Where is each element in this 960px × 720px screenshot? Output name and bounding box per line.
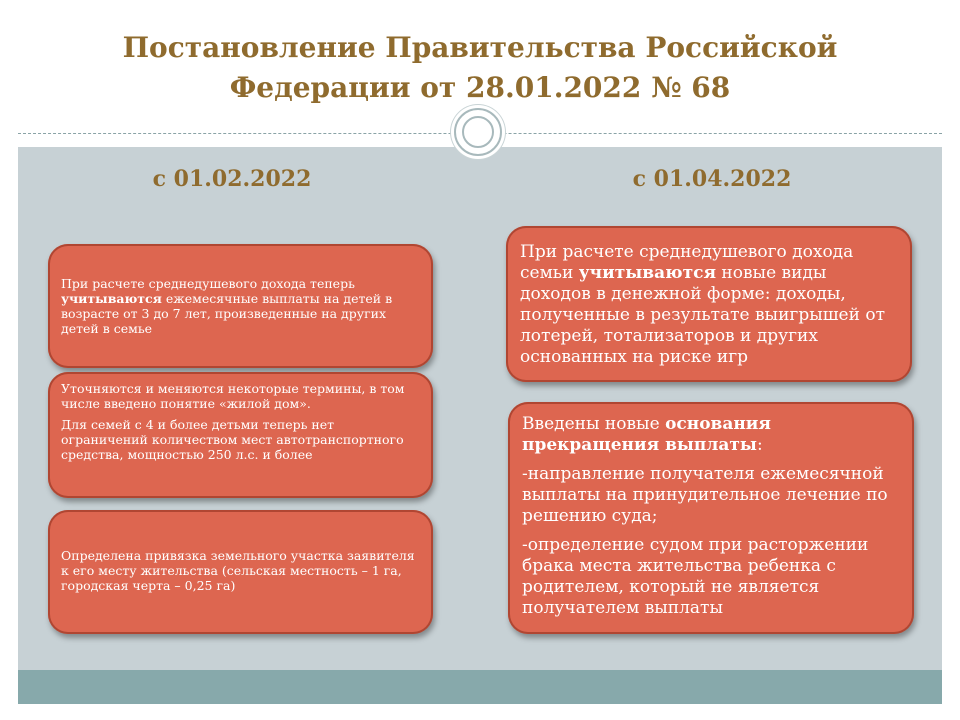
left-box-3-text: Определена привязка земельного участка заявителя к его месту жительства (сельская местность – 1 га, городская черта – 0,25 га) [61, 548, 415, 593]
right-column-heading: с 01.04.2022 [632, 166, 792, 192]
left-box-3 [48, 510, 433, 634]
left-box-2-paragraph-1: Уточняются и меняются некоторые термины, в том числе введено понятие «жилой дом». [61, 381, 405, 411]
left-box-2 [48, 372, 433, 498]
right-box-2 [508, 402, 914, 634]
circle-ornament-icon [454, 108, 502, 156]
left-box-1-text-pre: При расчете среднедушевого дохода теперь [61, 276, 355, 291]
right-box-1 [506, 226, 912, 382]
left-box-1-text-bold: учитываются [61, 291, 162, 306]
right-box-2-paragraph-2: -направление получателя ежемесячной выплаты на принудительное лечение по решению суда; [522, 464, 888, 526]
right-box-2-text-post: : [756, 435, 763, 455]
inner-ring [462, 116, 494, 148]
left-column-heading: с 01.02.2022 [152, 166, 312, 192]
right-box-1-text-pre: При расчете среднедушевого дохода семьи [520, 242, 854, 283]
left-box-1-text-post: ежемесячные выплаты на детей в возрасте от 3 до 7 лет, произведенные на других детей в семье [61, 291, 393, 336]
right-box-2-text-pre: Введены новые [522, 414, 666, 434]
left-box-2-paragraph-2: Для семей с 4 и более детьми теперь нет ограничений количеством мест автотранспортного средства, мощностью 250 л.с. и более [61, 417, 404, 462]
slide-title: Постановление Правительства Российской Федерации от 28.01.2022 № 68 [122, 31, 838, 104]
right-box-2-paragraph-3: -определение судом при расторжении брака места жительства ребенка с родителем, который не является получателем выплаты [522, 535, 869, 618]
footer-bar [18, 670, 942, 704]
left-box-1 [48, 244, 433, 368]
right-box-1-text-post: новые виды доходов в денежной форме: доходы, полученные в результате выигрышей от лотерей, тотализаторов и других основанных на риске игр [520, 263, 885, 367]
right-box-1-text-bold: учитываются [578, 263, 717, 283]
right-box-2-text-bold: основания прекращения выплаты [522, 414, 771, 455]
